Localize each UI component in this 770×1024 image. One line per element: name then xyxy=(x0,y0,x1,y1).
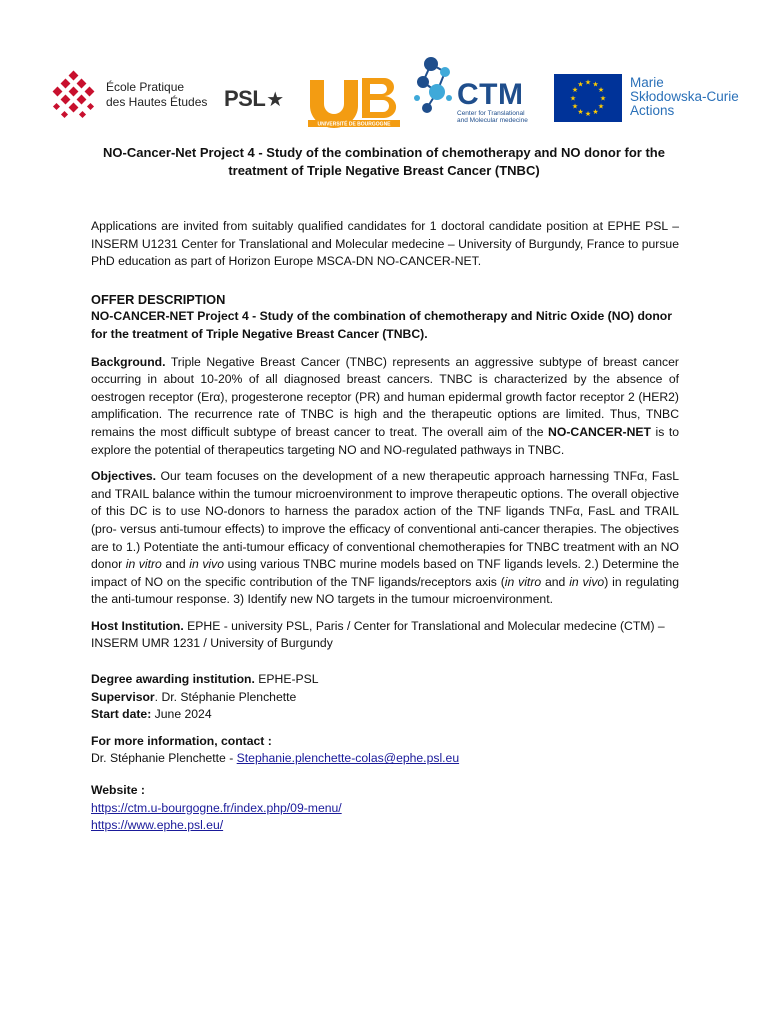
ephe-line2: des Hautes Études xyxy=(106,95,208,109)
svg-text:★: ★ xyxy=(584,78,592,87)
objectives-italic-1: in vitro xyxy=(125,557,162,572)
ub-caption: UNIVERSITÉ DE BOURGOGNE xyxy=(317,121,391,128)
objectives-text-4: and xyxy=(541,574,570,589)
svg-text:★: ★ xyxy=(569,94,577,103)
background-paragraph xyxy=(91,354,679,460)
objectives-italic-4: in vivo xyxy=(569,574,605,589)
svg-text:★: ★ xyxy=(577,80,584,89)
svg-text:★: ★ xyxy=(592,108,599,116)
objectives-italic-2: in vivo xyxy=(189,557,225,572)
objectives-text-5: ) in regulating the anti-tumour response. 3) Identify new NO targets in the tumour microenvironment. xyxy=(91,574,679,607)
ctm-subtitle xyxy=(457,110,528,124)
svg-text:★: ★ xyxy=(584,110,592,118)
svg-text:★: ★ xyxy=(599,94,607,103)
msca-line3: Actions xyxy=(630,103,675,118)
msca-line1: Marie xyxy=(630,75,664,90)
contact-name: Dr. Stéphanie Plenchette - xyxy=(91,751,237,766)
background-text-2: is to explore the potential of therapeutics targeting NO and NO-regulated pathways in TNBC. xyxy=(91,424,679,457)
ctm-name: CTM xyxy=(457,78,524,111)
start-date-label: Start date: xyxy=(91,707,152,722)
spacer xyxy=(91,662,679,671)
supervisor-value: . Dr. Stéphanie Plenchette xyxy=(154,689,297,704)
supervisor-label: Supervisor xyxy=(91,689,155,704)
logo-strip xyxy=(48,52,748,126)
host-label: Host Institution. xyxy=(91,618,184,633)
degree-line xyxy=(91,671,679,689)
ephe-logo-text xyxy=(106,80,207,110)
svg-text:★: ★ xyxy=(577,108,584,116)
background-bold-name: NO-CANCER-NET xyxy=(548,424,651,439)
psl-star-icon: ★ xyxy=(266,89,284,111)
objectives-text-1: Our team focuses on the development of a new therapeutic approach harnessing TNFα, FasL and TRAIL balance within the tumour microenvironment to improve therapeutic options. The overall objective of this DC is to use NO-donors to harness the paradox action of the TNF ligands TNFα, FasL and TRAIL (pro- versus anti-tumour effects) to improve the efficacy of conventional anti-cancer therapies. The objectives are to 1.) Potentiate the anti-tumour efficacy of conventional chemotherapies for TNBC treatment with an NO donor xyxy=(91,469,679,572)
spacer xyxy=(91,768,679,782)
contact-email-link[interactable]: Stephanie.plenchette-colas@ephe.psl.eu xyxy=(236,751,460,766)
website-link-ctm[interactable]: https://ctm.u-bourgogne.fr/index.php/09-menu/ xyxy=(91,800,342,815)
project-heading: NO-CANCER-NET Project 4 - Study of the combination of chemotherapy and Nitric Oxide (NO) donor for the treatment of Triple Negative Breast Cancer (TNBC). xyxy=(91,309,672,341)
host-text: EPHE - university PSL, Paris / Center for Translational and Molecular medecine (CTM) – INSERM UMR 1231 / University of Burgundy xyxy=(91,618,665,651)
website-link-line-2 xyxy=(91,817,679,835)
start-date-value: June 2024 xyxy=(151,707,212,722)
document-title: NO-Cancer-Net Project 4 - Study of the combination of chemotherapy and NO donor for the treatment of Triple Negative Breast Cancer (TNBC) xyxy=(103,145,665,178)
ephe-logo xyxy=(48,70,208,122)
contact-line xyxy=(91,750,679,768)
supervisor-line xyxy=(91,689,679,707)
degree-label: Degree awarding institution. xyxy=(91,672,255,687)
ephe-logo-icon xyxy=(48,70,102,122)
svg-text:★: ★ xyxy=(597,102,605,111)
ephe-line1: École Pratique xyxy=(106,80,185,94)
offer-heading: OFFER DESCRIPTION xyxy=(91,291,226,307)
contact-label: For more information, contact : xyxy=(91,733,272,748)
eu-flag xyxy=(554,74,622,122)
svg-text:★: ★ xyxy=(592,80,599,89)
document-body xyxy=(91,218,679,835)
msca-line2: Skłodowska-Curie xyxy=(630,89,739,104)
objectives-text-2: and xyxy=(161,557,190,572)
start-date-line xyxy=(91,706,679,724)
website-link-line-1 xyxy=(91,800,679,818)
objectives-italic-3: in vitro xyxy=(504,574,542,589)
svg-text:★: ★ xyxy=(597,86,605,94)
ub-logo xyxy=(306,74,402,128)
background-text-1: Triple Negative Breast Cancer (TNBC) represents an aggressive subtype of breast cancer occurring in about 10-20% of all diagnosed breast cancers. TNBC is characterized by the absence of oestrogen receptor (Erα), progesterone receptor (PR) and human epidermal growth factor receptor 2 (HER2) amplification. The recurrence rate of TNBC is high and the therapeutic options are limited. Thus, TNBC remains the most difficult subtype of breast cancer to treat. The overall aim of the xyxy=(91,354,679,439)
ctm-sub-line2: and Molecular medecine xyxy=(457,117,528,124)
objectives-text-3: using various TNBC murine models based on TNF ligands levels. 2.) Determine the impact of NO on the specific contribution of the TNF ligands/receptors axis ( xyxy=(91,557,680,589)
ub-logo-icon xyxy=(306,74,402,128)
psl-logo xyxy=(224,86,284,112)
background-label: Background. xyxy=(91,354,166,369)
website-link-ephe[interactable]: https://www.ephe.psl.eu/ xyxy=(91,818,224,833)
objectives-label: Objectives. xyxy=(91,469,157,484)
degree-value: EPHE-PSL xyxy=(254,672,319,687)
ctm-sub-line1: Center for Translational xyxy=(457,110,525,117)
host-paragraph xyxy=(91,618,679,653)
svg-text:★: ★ xyxy=(571,86,579,94)
msca-logo-text xyxy=(630,76,739,118)
svg-text:★: ★ xyxy=(571,102,579,111)
website-label: Website : xyxy=(91,783,145,798)
psl-text: PSL xyxy=(224,86,266,111)
eu-flag-icon xyxy=(554,74,622,122)
ctm-molecule-icon xyxy=(411,52,459,130)
objectives-paragraph xyxy=(91,468,679,609)
intro-paragraph: Applications are invited from suitably qualified candidates for 1 doctoral candidate position at EPHE PSL – INSERM U1231 Center for Translational and Molecular medecine – University of Burgundy, France to pursue PhD education as part of Horizon Europe MSCA-DN NO-CANCER-NET. xyxy=(91,219,679,269)
